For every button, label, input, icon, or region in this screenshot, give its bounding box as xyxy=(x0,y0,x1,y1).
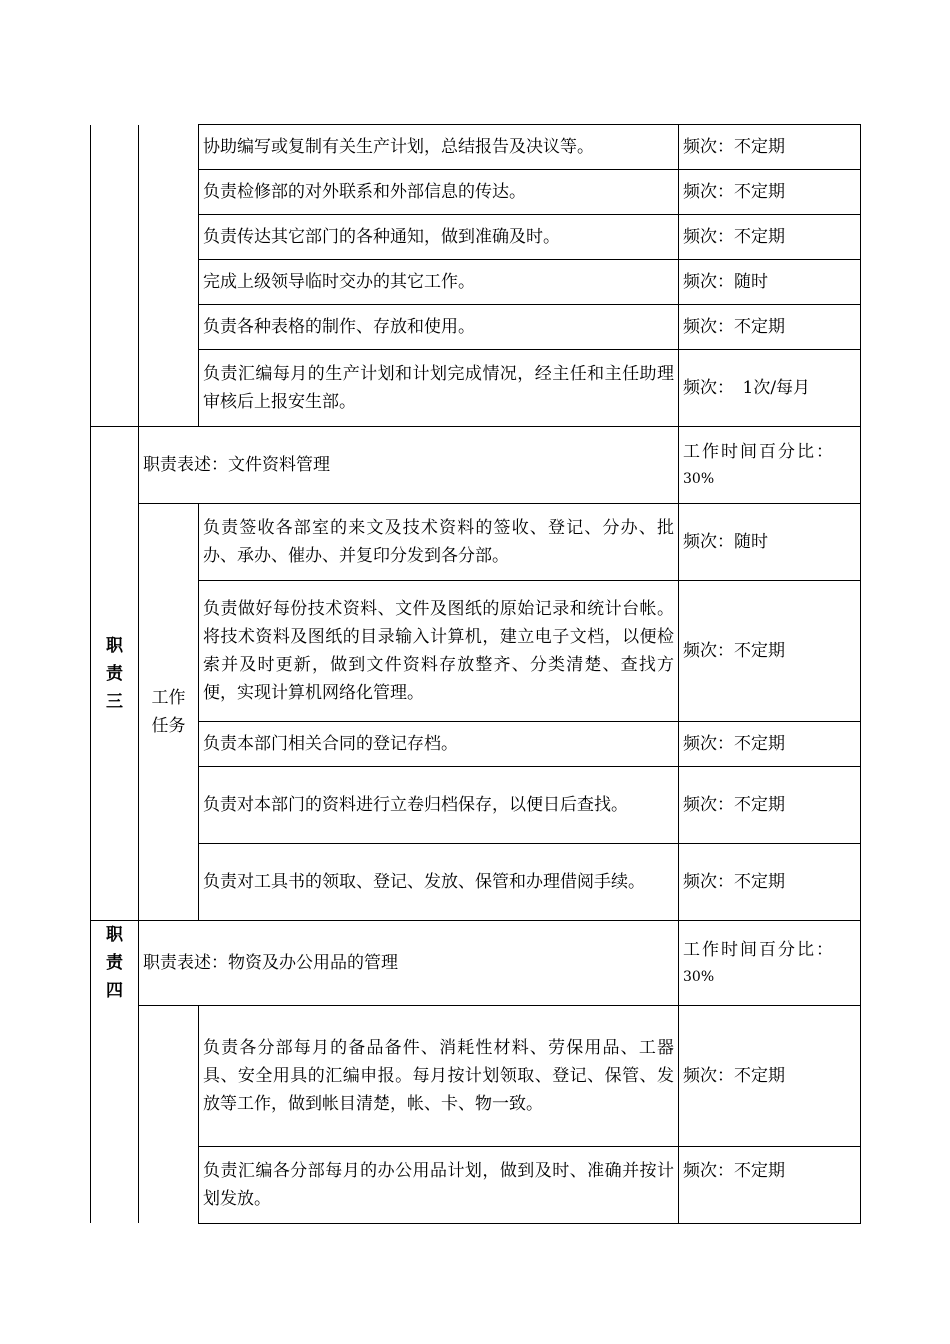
duty-summary-row xyxy=(91,921,861,1006)
task-frequency: 频次：随时 xyxy=(679,260,861,305)
task-label-cell-empty xyxy=(139,1005,199,1223)
task-label-line: 任务 xyxy=(151,716,186,736)
table-row xyxy=(91,125,861,170)
task-label-line: 工作 xyxy=(151,688,186,708)
table-row xyxy=(91,722,861,767)
pct-value: 30% xyxy=(683,968,715,985)
table-row xyxy=(91,350,861,427)
task-description: 负责签收各部室的来文及技术资料的签收、登记、分办、批办、承办、催办、并复印分发到各分部。 xyxy=(199,504,679,581)
task-frequency: 频次： 1次/每月 xyxy=(679,350,861,427)
duty-label-cell-continued xyxy=(91,1005,139,1223)
duty-label-char: 职 xyxy=(106,635,123,656)
table-row xyxy=(91,1005,861,1146)
task-frequency: 频次：不定期 xyxy=(679,767,861,844)
pct-label: 工作时间百分比： xyxy=(683,939,835,960)
table-row xyxy=(91,844,861,921)
task-description: 协助编写或复制有关生产计划，总结报告及决议等。 xyxy=(199,125,679,170)
duty-summary: 职责表述：物资及办公用品的管理 xyxy=(139,921,679,1006)
table-row xyxy=(91,215,861,260)
duty-label-four xyxy=(91,921,139,1006)
duty-summary: 职责表述：文件资料管理 xyxy=(139,427,679,504)
job-duty-table xyxy=(90,124,861,1224)
task-description: 负责传达其它部门的各种通知，做到准确及时。 xyxy=(199,215,679,260)
table-row xyxy=(91,260,861,305)
task-description: 负责做好每份技术资料、文件及图纸的原始记录和统计台帐。将技术资料及图纸的目录输入计算机，建立电子文档，以便检索并及时更新，做到文件资料存放整齐、分类清楚、查找方便，实现计算机网络化管理。 xyxy=(199,581,679,722)
work-time-percentage xyxy=(679,427,861,504)
task-label-cell-continued xyxy=(139,125,199,427)
table-row xyxy=(91,1146,861,1223)
task-frequency: 频次：不定期 xyxy=(679,170,861,215)
work-time-percentage xyxy=(679,921,861,1006)
task-description: 负责汇编每月的生产计划和计划完成情况，经主任和主任助理审核后上报安生部。 xyxy=(199,350,679,427)
task-description: 负责对本部门的资料进行立卷归档保存，以便日后查找。 xyxy=(199,767,679,844)
task-description: 负责汇编各分部每月的办公用品计划，做到及时、准确并按计划发放。 xyxy=(199,1146,679,1223)
table-row xyxy=(91,767,861,844)
table-row xyxy=(91,170,861,215)
table-row xyxy=(91,581,861,722)
task-frequency: 频次：随时 xyxy=(679,504,861,581)
task-description: 负责各种表格的制作、存放和使用。 xyxy=(199,305,679,350)
task-description: 负责各分部每月的备品备件、消耗性材料、劳保用品、工器具、安全用具的汇编申报。每月按计划领取、登记、保管、发放等工作，做到帐目清楚，帐、卡、物一致。 xyxy=(199,1005,679,1146)
task-frequency: 频次：不定期 xyxy=(679,1146,861,1223)
pct-value: 30% xyxy=(683,471,715,487)
duty-label-char: 责 xyxy=(106,663,123,684)
task-frequency: 频次：不定期 xyxy=(679,722,861,767)
task-frequency: 频次：不定期 xyxy=(679,1005,861,1146)
task-description: 负责检修部的对外联系和外部信息的传达。 xyxy=(199,170,679,215)
task-description: 负责本部门相关合同的登记存档。 xyxy=(199,722,679,767)
task-frequency: 频次：不定期 xyxy=(679,844,861,921)
task-label xyxy=(139,504,199,921)
task-frequency: 频次：不定期 xyxy=(679,215,861,260)
task-frequency: 频次：不定期 xyxy=(679,125,861,170)
duty-label-char: 三 xyxy=(106,691,123,712)
pct-label: 工作时间百分比： xyxy=(683,442,835,462)
task-frequency: 频次：不定期 xyxy=(679,305,861,350)
duty-label-cell-continued xyxy=(91,125,139,427)
task-description: 完成上级领导临时交办的其它工作。 xyxy=(199,260,679,305)
duty-label-char: 责 xyxy=(106,953,123,973)
duty-label-char: 职 xyxy=(106,925,123,945)
task-description: 负责对工具书的领取、登记、发放、保管和办理借阅手续。 xyxy=(199,844,679,921)
duty-summary-row xyxy=(91,427,861,504)
task-frequency: 频次：不定期 xyxy=(679,581,861,722)
table-row xyxy=(91,305,861,350)
duty-label-char: 四 xyxy=(106,981,123,1001)
table-row xyxy=(91,504,861,581)
duty-label-three xyxy=(91,427,139,921)
